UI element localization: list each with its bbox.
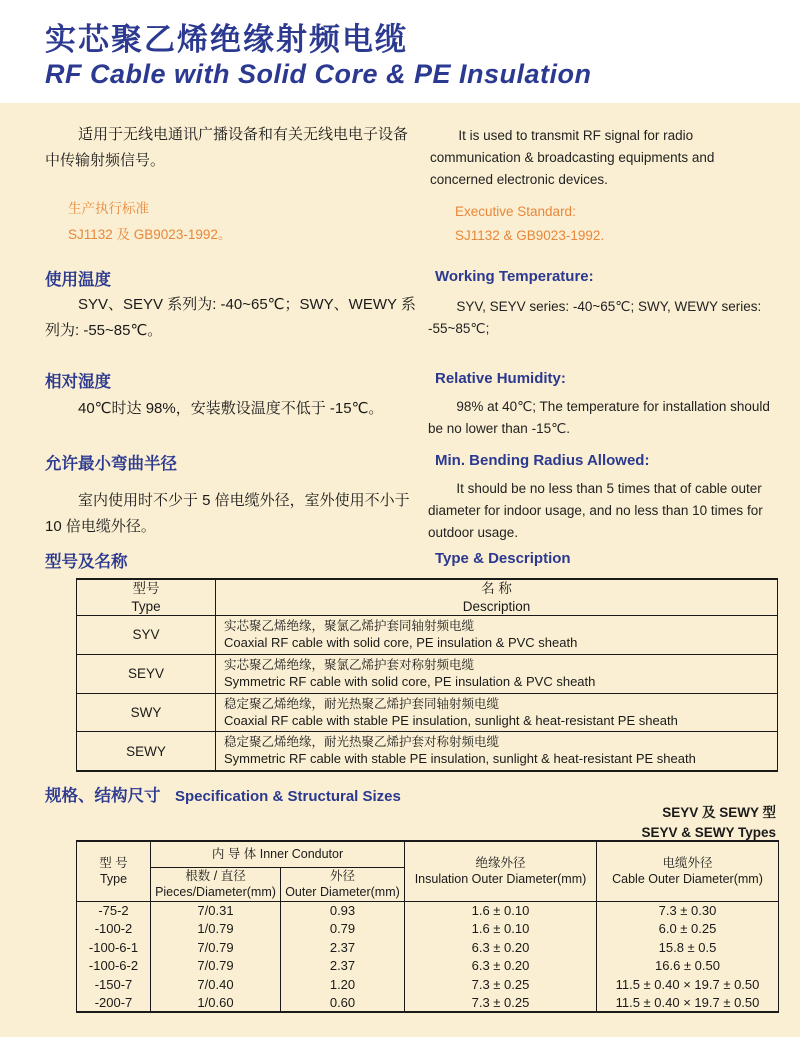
spec-insulation: 6.3 ± 0.20 (405, 938, 597, 957)
executive-standard-zh-label: 生产执行标准 (68, 201, 149, 216)
description-en: Symmetric RF cable with stable PE insulation, sunlight & heat-resistant PE sheath (224, 751, 696, 767)
spec-title-zh: 规格、结构尺寸 (45, 787, 161, 805)
spec-row (77, 994, 779, 1013)
cable-type: SEWY (77, 732, 216, 771)
spec-type: -100-6-2 (77, 957, 151, 976)
page-title-zh: 实芯聚乙烯绝缘射频电缆 (45, 22, 408, 57)
spec-insulation: 1.6 ± 0.10 (405, 901, 597, 920)
spec-outer: 2.37 (281, 957, 405, 976)
spec-outer: 0.93 (281, 901, 405, 920)
spec-header-cable-od (597, 841, 779, 901)
spec-cable-od: 16.6 ± 0.50 (597, 957, 779, 976)
description-en: Coaxial RF cable with solid core, PE insulation & PVC sheath (224, 634, 578, 650)
spec-note-zh: SEYV 及 SEWY 型 (662, 805, 776, 820)
spec-cable-od: 11.5 ± 0.40 × 19.7 ± 0.50 (597, 975, 779, 994)
inner-conductor-label: 内 导 体 Inner Condutor (211, 847, 344, 862)
humidity-title-en: Relative Humidity: (435, 370, 566, 387)
cable-type: SEYV (77, 654, 216, 693)
pieces-header-en: Pieces/Diameter(mm) (155, 885, 276, 899)
cable-description (216, 732, 778, 771)
spec-pieces: 7/0.40 (151, 975, 281, 994)
cable-od-header-zh: 电缆外径 (662, 856, 713, 870)
spec-type: -200-7 (77, 994, 151, 1013)
working-temp-body-zh: SYV、SEYV 系列为: -40~65℃；SWY、WEWY 系列为: -55~85℃。 (45, 296, 416, 340)
cable-description (216, 693, 778, 732)
working-temp-title-en: Working Temperature: (435, 268, 594, 285)
table-row (77, 732, 778, 771)
spec-insulation: 7.3 ± 0.25 (405, 975, 597, 994)
desc-header-en: Description (462, 598, 531, 614)
spec-table-note (641, 803, 776, 842)
executive-standard-en-value: SJ1132 & GB9023-1992. (455, 228, 605, 244)
spec-header-type-zh: 型 号 (99, 856, 128, 870)
desc-header-zh: 名 称 (481, 581, 512, 596)
page-title-en: RF Cable with Solid Core & PE Insulation (45, 59, 592, 89)
humidity-title-zh: 相对湿度 (45, 373, 111, 391)
spec-cable-od: 7.3 ± 0.30 (597, 901, 779, 920)
spec-section-title (45, 782, 401, 806)
pieces-header-zh: 根数 / 直径 (185, 868, 246, 883)
description-zh: 稳定聚乙烯绝缘，耐光热聚乙烯护套对称射频电缆 (224, 735, 500, 750)
spec-row (77, 901, 779, 920)
description-zh: 稳定聚乙烯绝缘，耐光热聚乙烯护套同轴射频电缆 (224, 696, 500, 711)
spec-table-header (77, 841, 779, 901)
spec-outer: 0.60 (281, 994, 405, 1013)
spec-outer: 2.37 (281, 938, 405, 957)
cable-type: SYV (77, 616, 216, 655)
spec-cable-od: 11.5 ± 0.40 × 19.7 ± 0.50 (597, 994, 779, 1013)
spec-type: -100-2 (77, 920, 151, 939)
insulation-header-en: Insulation Outer Diameter(mm) (414, 872, 587, 887)
spec-row (77, 920, 779, 939)
type-description-table (76, 578, 778, 772)
intro-paragraph-zh: 适用于无线电通讯广播设备和有关无线电电子设备中传输射频信号。 (45, 126, 409, 170)
outer-header-zh: 外径 (329, 868, 355, 883)
spec-row (77, 957, 779, 976)
spec-insulation: 7.3 ± 0.25 (405, 994, 597, 1013)
spec-header-outer (281, 867, 405, 901)
type-table-header (77, 579, 778, 616)
spec-header-inner-conductor (151, 841, 405, 867)
working-temp-body-en: SYV, SEYV series: -40~65℃; SWY, WEWY series: -55~85℃; (428, 299, 762, 336)
humidity-body-en: 98% at 40℃; The temperature for installation should be no lower than -15℃. (428, 399, 770, 436)
cable-type: SWY (77, 693, 216, 732)
insulation-header-zh: 绝缘外径 (475, 856, 526, 870)
table-row (77, 654, 778, 693)
type-table-title-en: Type & Description (435, 550, 571, 567)
spec-type: -100-6-1 (77, 938, 151, 957)
description-zh: 实芯聚乙烯绝缘，聚氯乙烯护套同轴射频电缆 (224, 619, 475, 634)
cable-od-header-en: Cable Outer Diameter(mm) (612, 872, 763, 887)
spec-header-pieces (151, 867, 281, 901)
cable-description (216, 616, 778, 655)
spec-pieces: 1/0.79 (151, 920, 281, 939)
executive-standard-zh-value: SJ1132 及 GB9023-1992。 (68, 226, 232, 242)
spec-pieces: 7/0.79 (151, 938, 281, 957)
spec-title-en: Specification & Structural Sizes (174, 788, 401, 805)
type-header-en: Type (131, 598, 161, 614)
specification-table (76, 840, 779, 1013)
table-row (77, 693, 778, 732)
description-en: Coaxial RF cable with stable PE insulation, sunlight & heat-resistant PE sheath (224, 712, 678, 728)
bending-title-zh: 允许最小弯曲半径 (45, 455, 177, 473)
spec-insulation: 6.3 ± 0.20 (405, 957, 597, 976)
type-table-header-desc (216, 579, 778, 616)
spec-pieces: 1/0.60 (151, 994, 281, 1013)
spec-pieces: 7/0.79 (151, 957, 281, 976)
type-header-zh: 型号 (132, 581, 160, 596)
spec-insulation: 1.6 ± 0.10 (405, 920, 597, 939)
description-zh: 实芯聚乙烯绝缘，聚氯乙烯护套对称射频电缆 (224, 657, 475, 672)
spec-header-type-en: Type (99, 872, 128, 887)
spec-row (77, 975, 779, 994)
bending-body-zh: 室内使用时不少于 5 倍电缆外径，室外使用不小于 10 倍电缆外径。 (45, 492, 410, 536)
spec-row (77, 938, 779, 957)
bending-title-en: Min. Bending Radius Allowed: (435, 452, 650, 469)
cable-description (216, 654, 778, 693)
humidity-body-zh: 40℃时达 98%，安装敷设温度不低于 -15℃。 (78, 400, 384, 417)
spec-type: -75-2 (77, 901, 151, 920)
type-table-header-type (77, 579, 216, 616)
spec-header-type (77, 841, 151, 901)
intro-paragraph-en: It is used to transmit RF signal for radio communication & broadcasting equipments and concerned electronic devices. (430, 128, 715, 187)
executive-standard-en (455, 200, 604, 249)
spec-note-en: SEYV & SEWY Types (641, 824, 776, 840)
executive-standard-zh (68, 196, 231, 247)
spec-header-insulation (405, 841, 597, 901)
type-table-title-zh: 型号及名称 (45, 553, 128, 571)
executive-standard-en-label: Executive Standard: (455, 204, 576, 219)
spec-cable-od: 15.8 ± 0.5 (597, 938, 779, 957)
spec-type: -150-7 (77, 975, 151, 994)
spec-cable-od: 6.0 ± 0.25 (597, 920, 779, 939)
spec-outer: 1.20 (281, 975, 405, 994)
bending-body-en: It should be no less than 5 times that of cable outer diameter for indoor usage, and no less than 10 times for outdoor usage. (428, 481, 763, 540)
spec-outer: 0.79 (281, 920, 405, 939)
description-en: Symmetric RF cable with solid core, PE insulation & PVC sheath (224, 673, 596, 689)
spec-pieces: 7/0.31 (151, 901, 281, 920)
outer-header-en: Outer Diameter(mm) (285, 885, 400, 899)
working-temp-title-zh: 使用温度 (45, 271, 111, 289)
table-row (77, 616, 778, 655)
